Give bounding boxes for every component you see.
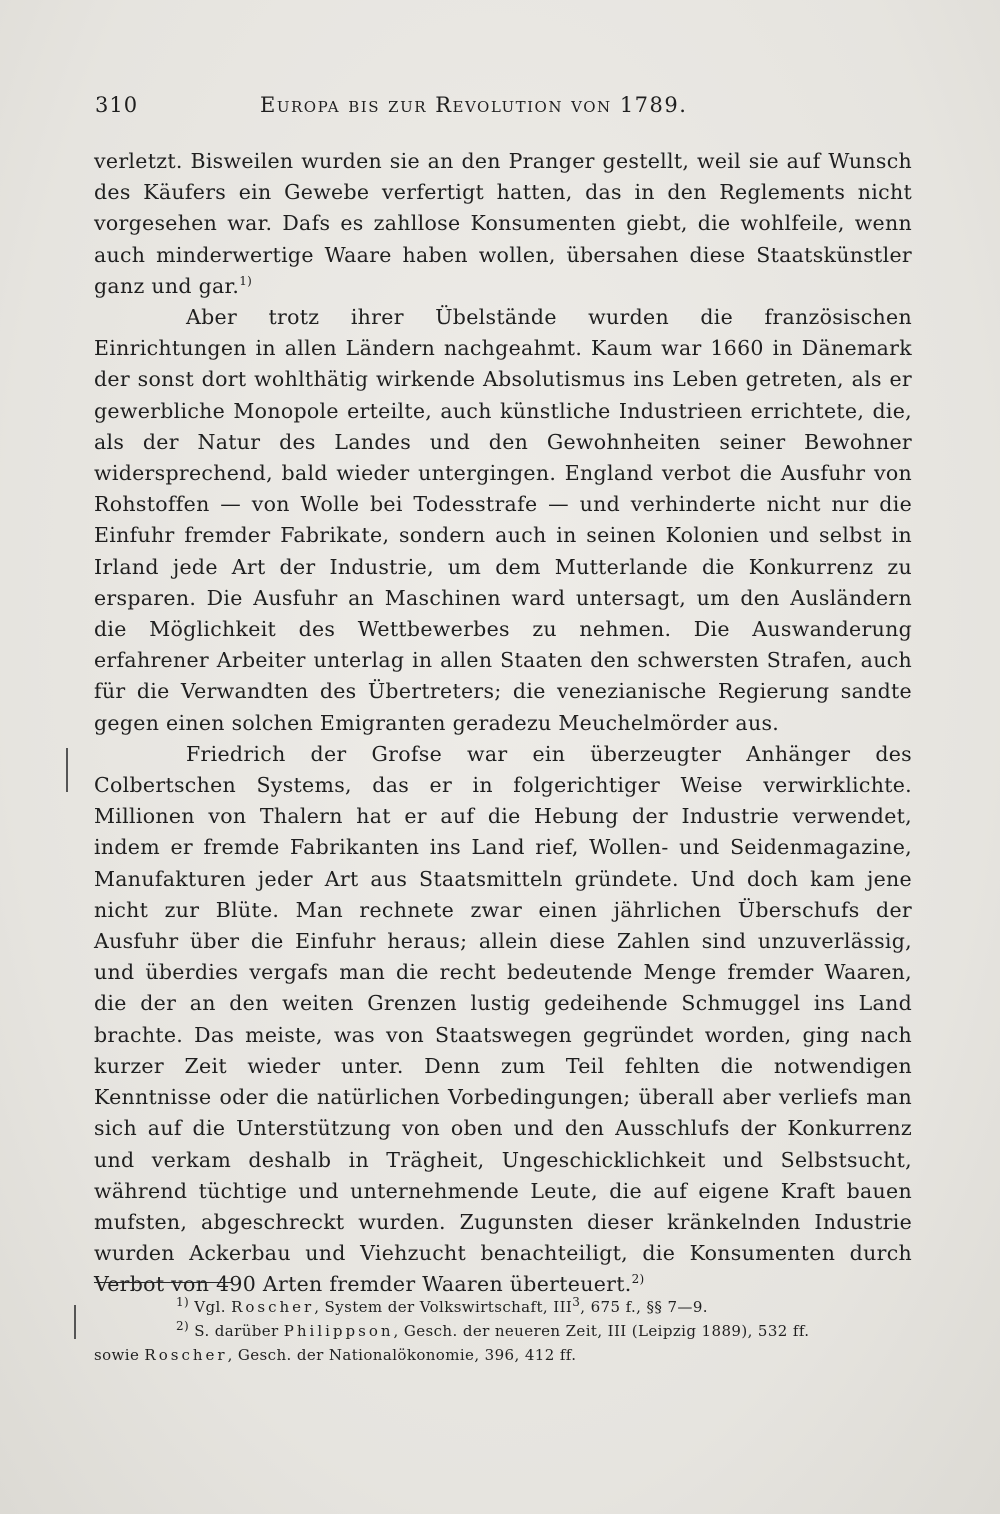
footnote-1-tail: , 675 f., §§ 7—9. [580,1298,708,1316]
paragraph-3-text: Friedrich der Grofse war ein überzeugter Anhänger des Colbertschen Systems, das er in folgerichtiger Weise verwirklichte. Millionen von Thalern hat er auf die Hebung der Industrie verwendet, indem er fremde Fabrikanten ins Land rief, Wollen- und Seidenmagazine, Manufakturen jeder Art aus Staatsmitteln gründete. Und doch kam jene nicht zur Blüte. Man rechnete zwar einen jährlichen Überschufs der Ausfuhr über die Einfuhr heraus; allein diese Zahlen sind unzuverlässig, und überdies vergafs man die recht bedeutende Menge fremder Waaren, die der an den weiten Grenzen lustig gedeihende Schmuggel ins Land brachte. Das meiste, was von Staatswegen gegründet worden, ging nach kurzer Zeit wieder unter. Denn zum Teil fehlten die notwendigen Kenntnisse oder die natürlichen Vorbedingungen; überall aber verliefs man sich auf die Unterstützung von oben und den Ausschlufs der Konkurrenz und verkam deshalb in Trägheit, Ungeschicklichkeit und Selbstsucht, während tüchtige und unternehmende Leute, die auf eigene Kraft bauen mufsten, abgeschreckt wurden. Zugunsten dieser kränkelnden Industrie wurden Ackerbau und Viehzucht benachteiligt, die Konsumenten durch Verbot von 490 Arten fremder Waaren überteuert. [94,741,912,1297]
margin-mark [66,748,68,792]
footnote-ref-1: 1) [239,273,253,288]
footnote-2-line2-text: , Gesch. der Nationalökonomie, 396, 412 ff. [227,1346,577,1364]
footnote-2-author-2: Roscher [144,1346,228,1364]
footnote-2-text: , Gesch. der neueren Zeit, III (Leipzig 1889), 532 ff. [393,1322,810,1340]
footnote-1-prefix: Vgl. [194,1298,226,1316]
paragraph-1 [94,146,912,302]
paragraph-3 [94,739,912,1301]
body-text [94,146,912,1301]
footnote-divider [94,1282,232,1283]
running-title: Europa bis zur Revolution von 1789. [260,93,688,117]
footnote-2-continued [94,1343,912,1367]
paragraph-2 [94,302,912,739]
paragraph-1-text: verletzt. Bisweilen wurden sie an den Pranger gestellt, weil sie auf Wunsch des Käufers ein Gewebe verfertigt hatten, das in den Reglements nicht vorgesehen war. Dafs es zahllose Konsumenten giebt, die wohlfeile, wenn auch minderwertige Waare haben wollen, übersahen diese Staatskünstler ganz und gar. [94,149,912,298]
footnote-1-text: , System der Volkswirtschaft, III [314,1298,573,1316]
footnote-2-prefix: S. darüber [194,1322,279,1340]
footnote-2-author: Philippson [283,1322,394,1340]
footnote-1 [94,1295,912,1319]
footnote-1-mark: 1) [176,1295,190,1309]
page-number: 310 [95,93,139,117]
footnotes [94,1295,912,1367]
running-header [95,93,910,123]
footnote-2-mark: 2) [176,1319,190,1333]
footnote-1-edition: 3 [572,1295,581,1309]
footnote-2-line2-prefix: sowie [94,1346,140,1364]
footnote-2 [94,1319,912,1343]
paragraph-2-text: Aber trotz ihrer Übelstände wurden die französischen Einrichtungen in allen Ländern nachgeahmt. Kaum war 1660 in Dänemark der sonst dort wohlthätig wirkende Absolutismus ins Leben getreten, als er gewerbliche Monopole erteilte, auch künstliche Industrieen errichtete, die, als der Natur des Landes und den Gewohnheiten seiner Bewohner widersprechend, bald wieder untergingen. England verbot die Ausfuhr von Rohstoffen — von Wolle bei Todesstrafe — und verhinderte nicht nur die Einfuhr fremder Fabrikate, sondern auch in seinen Kolonien und selbst in Irland jede Art der Industrie, um dem Mutterlande die Konkurrenz zu ersparen. Die Ausfuhr an Maschinen ward untersagt, um den Ausländern die Möglichkeit des Wettbewerbes zu nehmen. Die Auswanderung erfahrener Arbeiter unterlag in allen Staaten den schwersten Strafen, auch für die Verwandten des Übertreters; die venezianische Regierung sandte gegen einen solchen Emigranten geradezu Meuchelmörder aus. [94,305,912,735]
footnote-ref-2: 2) [631,1272,645,1287]
footnote-1-author: Roscher [231,1298,315,1316]
margin-mark [74,1305,76,1339]
